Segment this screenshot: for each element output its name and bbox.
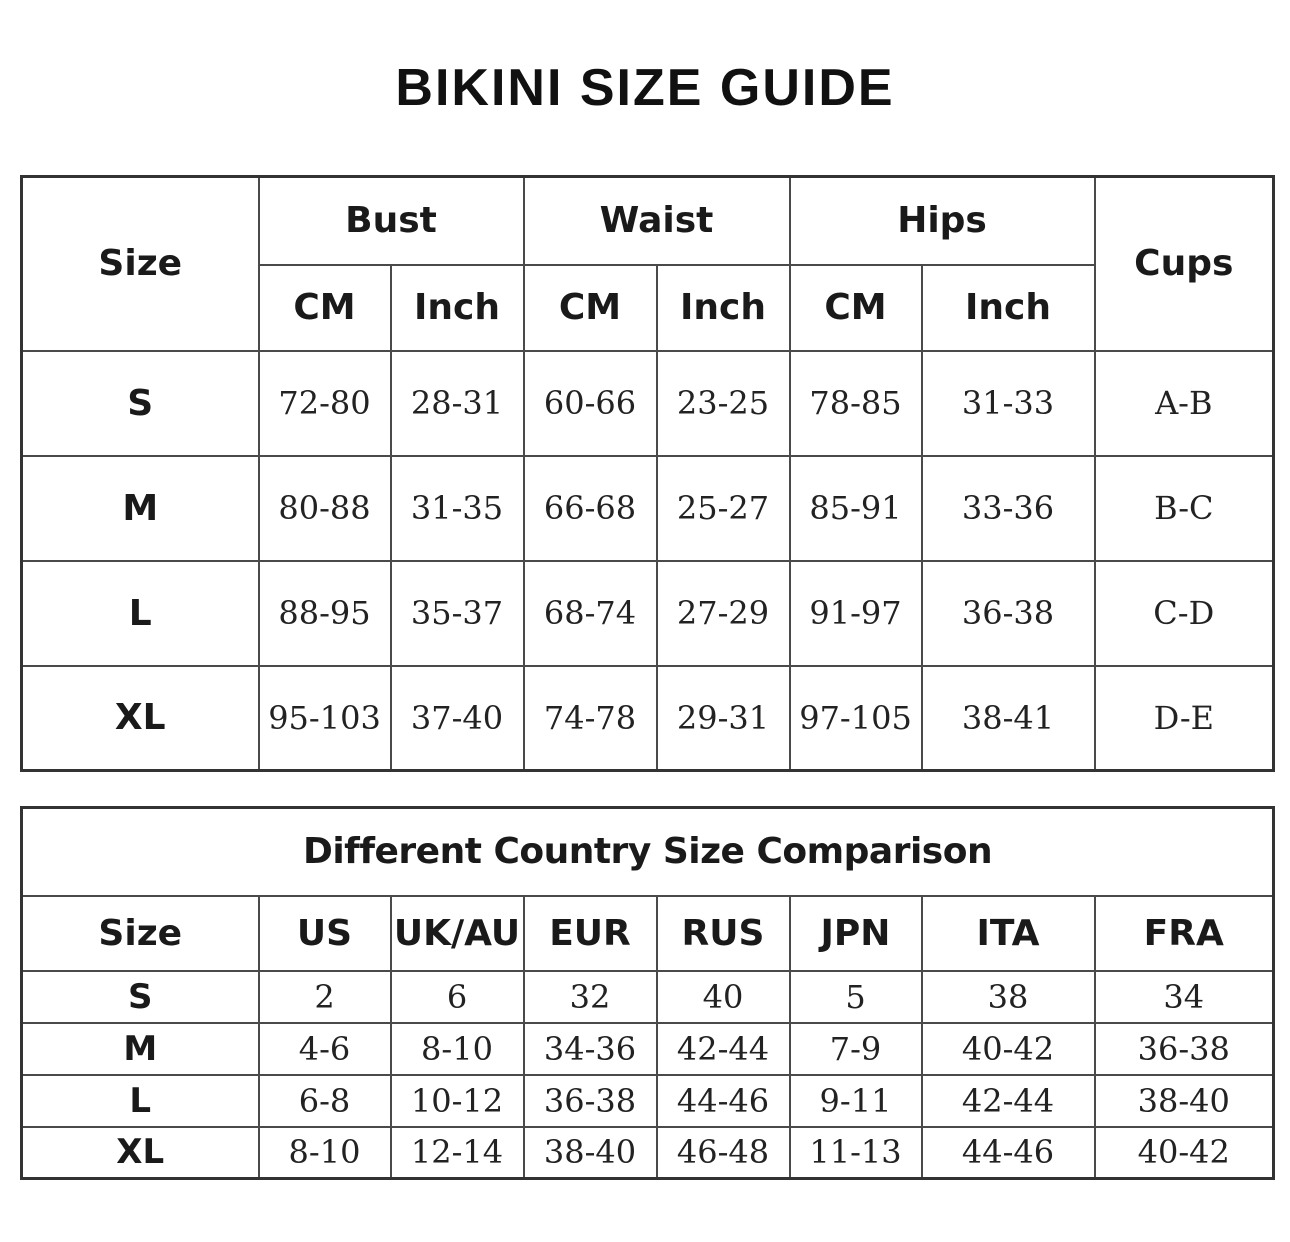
hips-group-header: Hips [790,177,1095,265]
eur-cell: 34-36 [524,1023,657,1075]
hips-inch-cell: 38-41 [922,666,1095,771]
table-row [22,1023,1274,1075]
waist-inch-header: Inch [657,265,790,351]
hips-cm-cell: 91-97 [790,561,922,666]
fra-cell: 36-38 [1095,1023,1274,1075]
size-label: S [22,351,259,456]
fra-cell: 34 [1095,971,1274,1023]
hips-inch-cell: 36-38 [922,561,1095,666]
hips-inch-cell: 33-36 [922,456,1095,561]
jpn-cell: 5 [790,971,922,1023]
ita-cell: 44-46 [922,1127,1095,1179]
uk-au-cell: 6 [391,971,524,1023]
us-cell: 2 [259,971,391,1023]
bust-cm-header: CM [259,265,391,351]
table-row [22,456,1274,561]
hips-cm-header: CM [790,265,922,351]
jpn-cell: 11-13 [790,1127,922,1179]
size-column-header: Size [22,896,259,971]
ita-column-header: ITA [922,896,1095,971]
country-comparison-table [20,806,1275,1180]
hips-inch-cell: 31-33 [922,351,1095,456]
rus-column-header: RUS [657,896,790,971]
us-cell: 4-6 [259,1023,391,1075]
eur-cell: 32 [524,971,657,1023]
hips-cm-cell: 97-105 [790,666,922,771]
waist-cm-cell: 74-78 [524,666,657,771]
ita-cell: 38 [922,971,1095,1023]
table-row [22,1127,1274,1179]
jpn-column-header: JPN [790,896,922,971]
bust-inch-cell: 37-40 [391,666,524,771]
bust-inch-cell: 31-35 [391,456,524,561]
size-label: S [22,971,259,1023]
table-row [22,351,1274,456]
size-label: M [22,1023,259,1075]
eur-cell: 38-40 [524,1127,657,1179]
eur-cell: 36-38 [524,1075,657,1127]
rus-cell: 42-44 [657,1023,790,1075]
waist-cm-cell: 68-74 [524,561,657,666]
waist-inch-cell: 27-29 [657,561,790,666]
hips-cm-cell: 85-91 [790,456,922,561]
hips-inch-header: Inch [922,265,1095,351]
fra-column-header: FRA [1095,896,1274,971]
us-column-header: US [259,896,391,971]
size-table-header-row [22,177,1274,265]
uk-au-cell: 10-12 [391,1075,524,1127]
waist-inch-cell: 25-27 [657,456,790,561]
ita-cell: 42-44 [922,1075,1095,1127]
hips-cm-cell: 78-85 [790,351,922,456]
size-label: XL [22,1127,259,1179]
size-chart-table [20,175,1275,772]
cups-cell: D-E [1095,666,1274,771]
bust-inch-cell: 28-31 [391,351,524,456]
cups-column-header: Cups [1095,177,1274,351]
bust-cm-cell: 72-80 [259,351,391,456]
jpn-cell: 9-11 [790,1075,922,1127]
waist-cm-cell: 66-68 [524,456,657,561]
bust-cm-cell: 80-88 [259,456,391,561]
rus-cell: 46-48 [657,1127,790,1179]
bust-group-header: Bust [259,177,524,265]
rus-cell: 40 [657,971,790,1023]
size-label: M [22,456,259,561]
eur-column-header: EUR [524,896,657,971]
fra-cell: 40-42 [1095,1127,1274,1179]
country-table-header-row [22,896,1274,971]
jpn-cell: 7-9 [790,1023,922,1075]
table-row [22,1075,1274,1127]
size-label: L [22,561,259,666]
country-table-caption-row [22,808,1274,896]
us-cell: 6-8 [259,1075,391,1127]
table-row [22,666,1274,771]
uk-au-cell: 8-10 [391,1023,524,1075]
cups-cell: B-C [1095,456,1274,561]
uk-au-column-header: UK/AU [391,896,524,971]
waist-inch-cell: 29-31 [657,666,790,771]
waist-inch-cell: 23-25 [657,351,790,456]
waist-cm-cell: 60-66 [524,351,657,456]
table-row [22,971,1274,1023]
bust-inch-cell: 35-37 [391,561,524,666]
uk-au-cell: 12-14 [391,1127,524,1179]
page-title: BIKINI SIZE GUIDE [395,59,895,117]
cups-cell: C-D [1095,561,1274,666]
country-table-caption: Different Country Size Comparison [22,808,1274,896]
fra-cell: 38-40 [1095,1075,1274,1127]
size-label: L [22,1075,259,1127]
waist-cm-header: CM [524,265,657,351]
waist-group-header: Waist [524,177,790,265]
rus-cell: 44-46 [657,1075,790,1127]
size-column-header: Size [22,177,259,351]
cups-cell: A-B [1095,351,1274,456]
bust-cm-cell: 95-103 [259,666,391,771]
ita-cell: 40-42 [922,1023,1095,1075]
us-cell: 8-10 [259,1127,391,1179]
bust-inch-header: Inch [391,265,524,351]
bust-cm-cell: 88-95 [259,561,391,666]
table-row [22,561,1274,666]
size-label: XL [22,666,259,771]
